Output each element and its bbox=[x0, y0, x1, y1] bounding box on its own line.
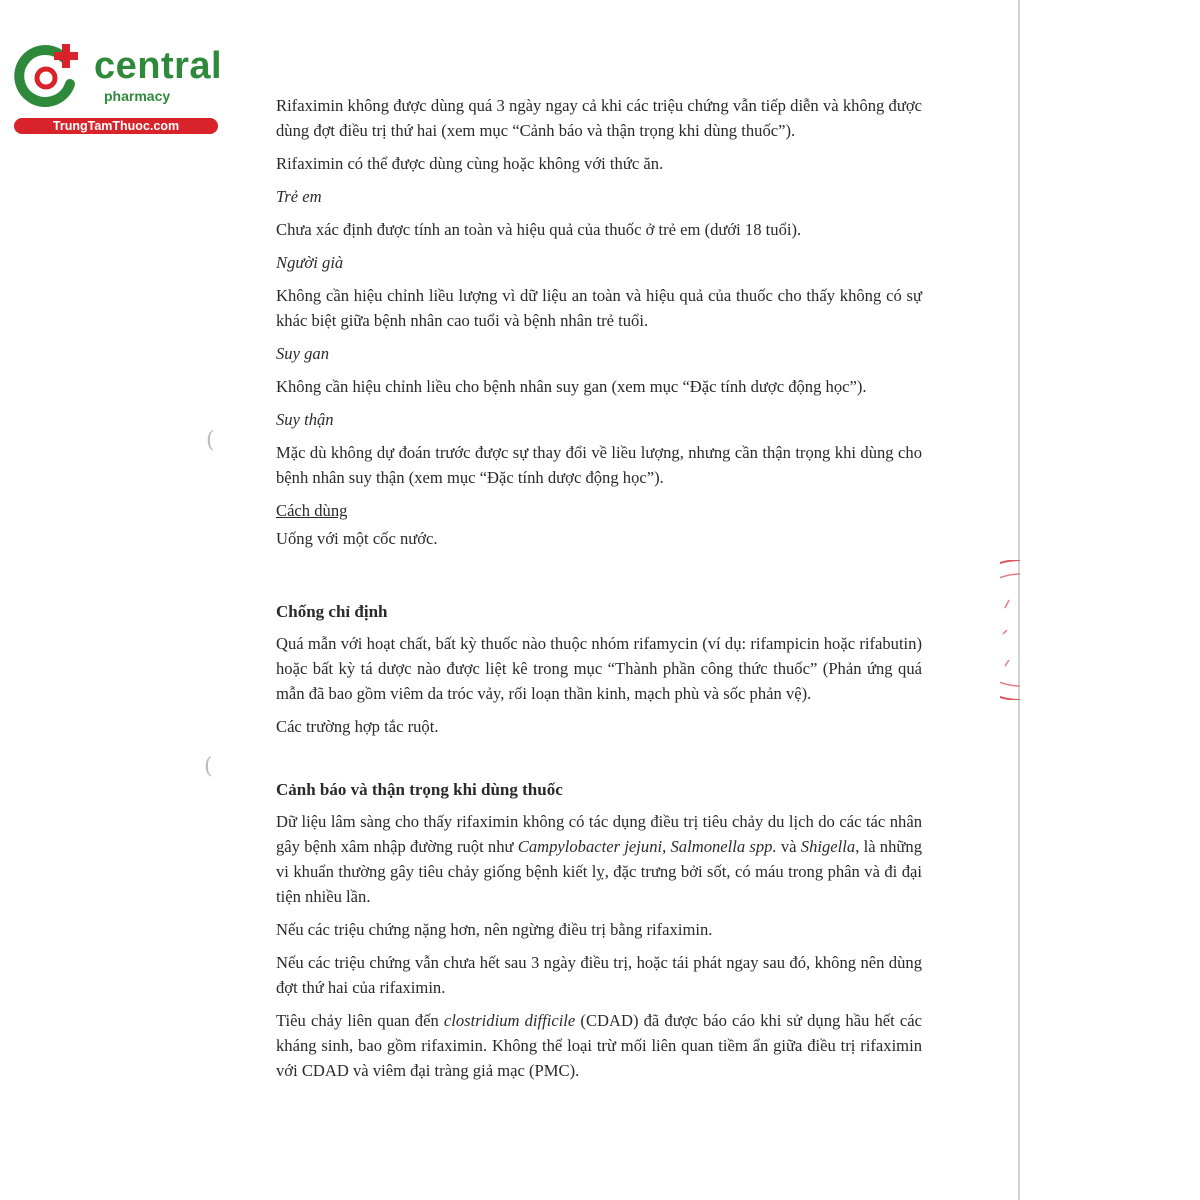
paragraph-clinical-data bbox=[276, 809, 922, 909]
paragraph-hepatic: Không cần hiệu chỉnh liều cho bệnh nhân suy gan (xem mục “Đặc tính dược động học”). bbox=[276, 377, 867, 396]
scan-margin-mark: ( bbox=[206, 428, 215, 453]
paragraph-worsening: Nếu các triệu chứng nặng hơn, nên ngừng điều trị bằng rifaximin. bbox=[276, 920, 713, 939]
text-run: và bbox=[776, 837, 801, 856]
document-body bbox=[276, 93, 922, 1091]
logo-subtitle: pharmacy bbox=[104, 88, 171, 104]
paragraph-children: Chưa xác định được tính an toàn và hiệu quả của thuốc ở trẻ em (dưới 18 tuổi). bbox=[276, 220, 802, 239]
pharmacy-cross-icon bbox=[12, 40, 84, 112]
paragraph-obstruction: Các trường hợp tắc ruột. bbox=[276, 717, 439, 736]
red-stamp-seal bbox=[1000, 560, 1022, 700]
text-run-italic: Shigella bbox=[800, 837, 856, 856]
heading-contraindications: Chống chỉ định bbox=[276, 602, 388, 621]
scan-margin-mark: ( bbox=[204, 754, 213, 779]
paragraph-duration: Rifaximin không được dùng quá 3 ngày ngay cả khi các triệu chứng vẫn tiếp diễn và không được dùng đợt điều trị thứ hai (xem mục “Cảnh báo và thận trọng khi dùng thuốc”). bbox=[276, 96, 922, 140]
text-run: Tiêu chảy liên quan đến bbox=[276, 1011, 444, 1030]
paragraph-persistence: Nếu các triệu chứng vẫn chưa hết sau 3 ngày điều trị, hoặc tái phát ngay sau đó, không nên dùng đợt thứ hai của rifaximin. bbox=[276, 953, 922, 997]
subheading-hepatic: Suy gan bbox=[276, 344, 329, 363]
text-run: Dữ liệu lâm sàng cho thấy rifaximin không có tác dụng điều trị tiêu chảy du lịch do các tác nhân gây bệnh xâm nhập đường ruột như bbox=[276, 812, 922, 856]
heading-warnings: Cảnh báo và thận trọng khi dùng thuốc bbox=[276, 780, 563, 799]
paragraph-cdad bbox=[276, 1008, 922, 1083]
text-run-italic: Campylobacter jejuni, Salmonella spp. bbox=[517, 837, 777, 856]
text-run-italic: clostridium difficile bbox=[443, 1011, 576, 1030]
subheading-renal: Suy thận bbox=[276, 410, 334, 429]
paragraph-food: Rifaximin có thể được dùng cùng hoặc không với thức ăn. bbox=[276, 154, 664, 173]
logo-wordmark: central bbox=[94, 45, 223, 87]
paragraph-hypersensitivity: Quá mẫn với hoạt chất, bất kỳ thuốc nào thuộc nhóm rifamycin (ví dụ: rifampicin hoặc rifabutin) hoặc bất kỳ tá dược nào được liệt kê trong mục “Thành phần công thức thuốc” (Phản ứng quá mẫn đã bao gồm viêm da tróc vảy, rối loạn thần kinh, mạch phù và sốc phản vệ). bbox=[276, 634, 922, 703]
subheading-children: Trẻ em bbox=[276, 187, 322, 206]
logo-website[interactable]: TrungTamThuoc.com bbox=[14, 118, 218, 134]
subheading-usage: Cách dùng bbox=[276, 501, 348, 520]
subheading-elderly: Người già bbox=[276, 253, 344, 272]
paragraph-renal: Mặc dù không dự đoán trước được sự thay đổi về liều lượng, nhưng cần thận trọng khi dùng cho bệnh nhân suy thận (xem mục “Đặc tính dược động học”). bbox=[276, 443, 922, 487]
text-run: , là những vi khuẩn thường gây tiêu chảy giống bệnh kiết lỵ, đặc trưng bởi sốt, có máu trong phân và đi đại tiện nhiều lần. bbox=[276, 837, 922, 906]
paragraph-usage: Uống với một cốc nước. bbox=[276, 529, 438, 548]
paragraph-elderly: Không cần hiệu chỉnh liều lượng vì dữ liệu an toàn và hiệu quả của thuốc cho thấy không có sự khác biệt giữa bệnh nhân cao tuổi và bệnh nhân trẻ tuổi. bbox=[276, 286, 922, 330]
text-run: (CDAD) đã được báo cáo khi sử dụng hầu hết các kháng sinh, bao gồm rifaximin. Không thể loại trừ mối liên quan tiềm ẩn giữa điều trị rifaximin với CDAD và viêm đại tràng giả mạc (PMC). bbox=[276, 1011, 922, 1080]
central-pharmacy-logo[interactable] bbox=[8, 38, 223, 138]
